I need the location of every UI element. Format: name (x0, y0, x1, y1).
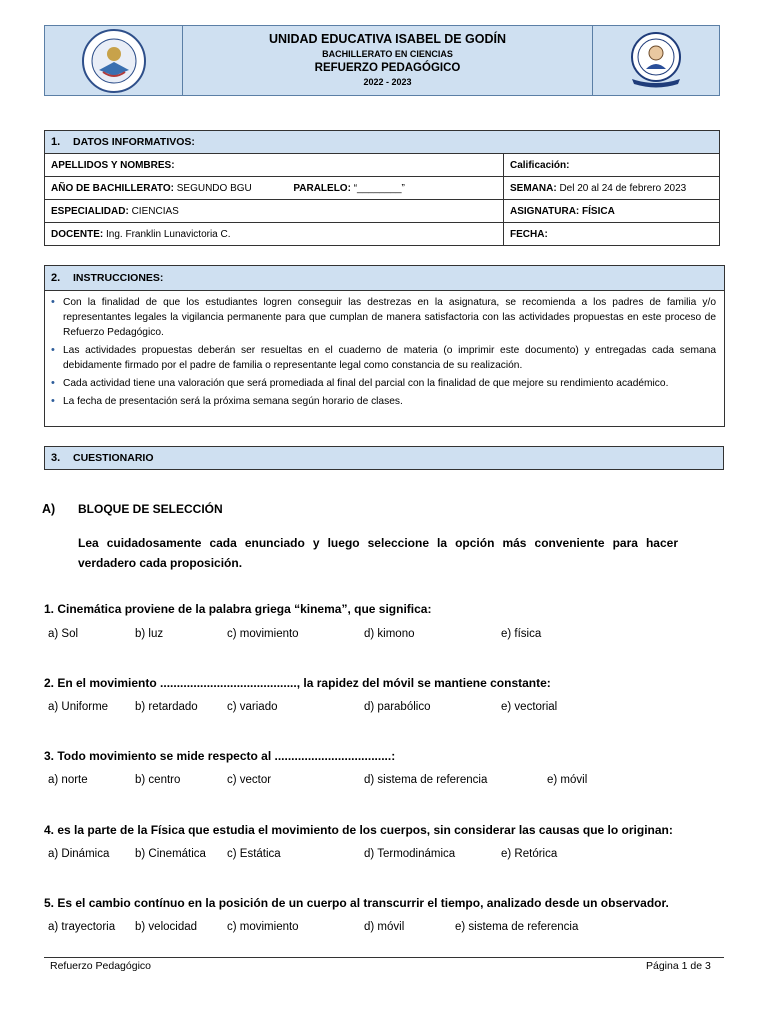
instrucciones-section (44, 265, 725, 427)
datos-heading: 1. DATOS INFORMATIVOS: (45, 131, 720, 154)
list-item: • Con la finalidad de que los estudiantes logren conseguir las destrezas en la asignatura, se recomienda a los padres de familia y/o representantes legales la vigilancia permanente para que cumplan de manera satisfactoria con las actividades propuestas en este proceso de Refuerzo Pedagógico. (63, 295, 716, 340)
paralelo-blank[interactable]: “________” (353, 182, 405, 194)
bloque-letter: A) (42, 502, 56, 516)
option-5c[interactable]: c) movimiento (227, 921, 299, 933)
page-number: Página 1 de 3 (646, 960, 711, 972)
bloque-description: Lea cuidadosamente cada enunciado y luego seleccione la opción más conveniente para hacer verdadero cada proposición. (78, 536, 678, 570)
option-2d[interactable]: d) parabólico (364, 701, 431, 713)
question-1: 1. Cinemática proviene de la palabra griega “kinema”, que significa: (44, 602, 432, 616)
nombres-field[interactable]: APELLIDOS Y NOMBRES: (45, 154, 504, 177)
docente-field: DOCENTE: Ing. Franklin Lunavictoria C. (45, 223, 504, 246)
option-4d[interactable]: d) Termodinámica (364, 848, 456, 860)
option-4e[interactable]: e) Retórica (501, 848, 558, 860)
option-3a[interactable]: a) norte (48, 774, 88, 786)
option-5a[interactable]: a) trayectoria (48, 921, 116, 933)
option-3e[interactable]: e) móvil (547, 774, 588, 786)
option-5e[interactable]: e) sistema de referencia (455, 921, 579, 933)
option-2c[interactable]: c) variado (227, 701, 278, 713)
option-2a[interactable]: a) Uniforme (48, 701, 109, 713)
footer-left: Refuerzo Pedagógico (50, 960, 151, 972)
option-1d[interactable]: d) kimono (364, 628, 415, 640)
semana-field: SEMANA: Del 20 al 24 de febrero 2023 (504, 177, 720, 200)
instrucciones-list (45, 295, 724, 409)
question-5: 5. Es el cambio contínuo en la posición de un cuerpo al transcurrir el tiempo, analizado desde un observador. (44, 896, 669, 910)
option-4a[interactable]: a) Dinámica (48, 848, 110, 860)
datos-informativos-table (44, 130, 720, 246)
option-3c[interactable]: c) vector (227, 774, 272, 786)
question-2: 2. En el movimiento ........................................., la rapidez del móvil se mantiene constante: (44, 676, 551, 690)
option-2b[interactable]: b) retardado (135, 701, 198, 713)
asignatura-field: ASIGNATURA: FÍSICA (504, 200, 720, 223)
option-5b[interactable]: b) velocidad (135, 921, 198, 933)
fecha-field[interactable]: FECHA: (504, 223, 720, 246)
question-4: 4. es la parte de la Física que estudia el movimiento de los cuerpos, sin considerar las causas que lo originan: (44, 823, 673, 837)
option-3d[interactable]: d) sistema de referencia (364, 774, 488, 786)
school-year: 2022 - 2023 (363, 77, 412, 87)
option-2e[interactable]: e) vectorial (501, 701, 558, 713)
option-5d[interactable]: d) móvil (364, 921, 405, 933)
especialidad-field: ESPECIALIDAD: CIENCIAS (45, 200, 504, 223)
list-item: • Las actividades propuestas deberán ser resueltas en el cuaderno de materia (o imprimir este documento) y entregadas cada semana debidamente firmado por el padre de familia o representante legal como constancia de su realización. (63, 343, 716, 373)
right-logo-cell (593, 26, 719, 95)
bloque-title: BLOQUE DE SELECCIÓN (78, 502, 223, 516)
left-logo-cell (45, 26, 183, 95)
option-1a[interactable]: a) Sol (48, 628, 79, 640)
school-seal-logo-icon (81, 28, 147, 94)
list-item: • La fecha de presentación será la próxima semana según horario de clases. (63, 394, 716, 409)
school-name: UNIDAD EDUCATIVA ISABEL DE GODÍN (268, 32, 507, 46)
option-1b[interactable]: b) luz (135, 628, 164, 640)
anio-paralelo-field: AÑO DE BACHILLERATO: SEGUNDO BGU PARALELO: “________” (45, 177, 504, 200)
school-crest-logo-icon (624, 29, 688, 93)
option-4c[interactable]: c) Estática (227, 848, 281, 860)
document-title: REFUERZO PEDAGÓGICO (314, 62, 461, 74)
option-1e[interactable]: e) física (501, 628, 542, 640)
question-3: 3. Todo movimiento se mide respecto al ...................................: (44, 749, 396, 763)
instrucciones-heading: 2. INSTRUCCIONES: (45, 266, 724, 291)
option-3b[interactable]: b) centro (135, 774, 181, 786)
option-4b[interactable]: b) Cinemática (135, 848, 206, 860)
cuestionario-heading: 3. CUESTIONARIO (44, 446, 724, 470)
calificacion-field[interactable]: Calificación: (504, 154, 720, 177)
list-item: • Cada actividad tiene una valoración que será promediada al final del parcial con la finalidad de que mejore su rendimiento académico. (63, 376, 716, 391)
footer-divider (44, 957, 724, 958)
program-name: BACHILLERATO EN CIENCIAS (322, 49, 453, 59)
header-title-cell (183, 26, 593, 95)
document-header (44, 25, 720, 96)
option-1c[interactable]: c) movimiento (227, 628, 299, 640)
